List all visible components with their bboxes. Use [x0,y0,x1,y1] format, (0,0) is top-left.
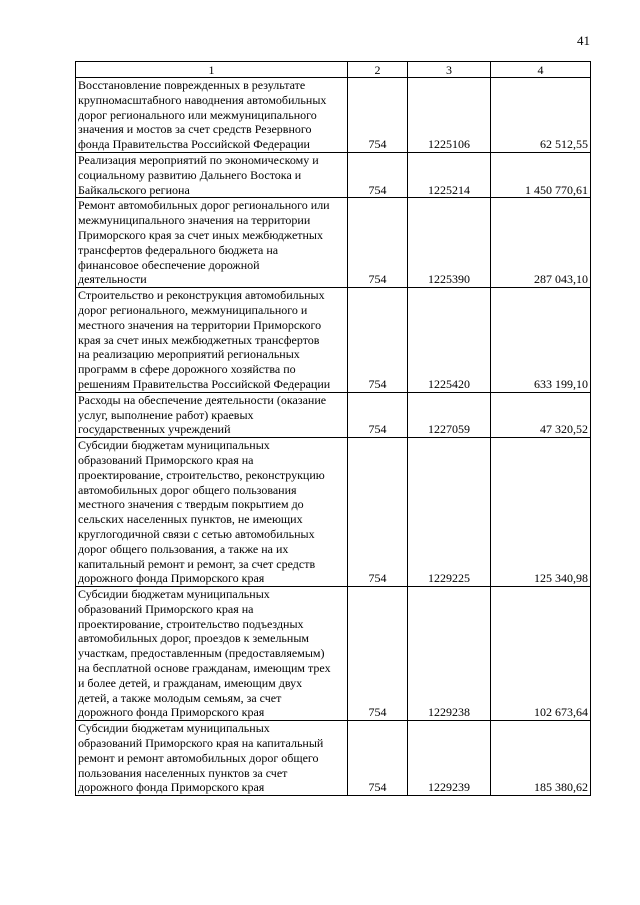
row-amount: 185 380,62 [491,721,591,796]
description-line: образований Приморского края на [78,601,254,616]
description-line: детей, а также молодым семьям, за счет [78,690,282,705]
row-amount: 47 320,52 [491,392,591,437]
description-line: крупномасштабного наводнения автомобильных [78,92,327,107]
table-row [76,587,591,721]
row-amount: 287 043,10 [491,198,591,288]
description-line: образований Приморского края на капитальный [78,736,324,751]
description-line: дорог регионального, межмуниципального и [78,302,308,317]
table-row [76,198,591,288]
description-line: дорог регионального или межмуниципального [78,107,317,122]
description-line: дорог общего пользования, а также на их [78,541,289,556]
description-line: Расходы на обеспечение деятельности (оказание [78,392,327,407]
description-line: Ремонт автомобильных дорог регионального или [78,198,330,213]
row-description [76,152,348,197]
row-column-2: 754 [348,152,408,197]
description-line: ремонт и ремонт автомобильных дорог общего [78,750,319,765]
row-column-3: 1225106 [408,78,491,153]
page-number: 41 [577,33,590,48]
description-line: Приморского края за счет иных межбюджетных [78,227,323,242]
description-line: участкам, предоставленным (предоставляемым) [78,646,325,661]
description-line: значения и мостов за счет средств Резервного [78,122,312,137]
table-row [76,152,591,197]
description-line: социальному развитию Дальнего Востока и [78,167,302,182]
row-column-3: 1229239 [408,721,491,796]
table-body [76,78,591,796]
description-line: на бесплатной основе гражданам, имеющим трех [78,661,331,676]
row-amount: 1 450 770,61 [491,152,591,197]
row-column-3: 1227059 [408,392,491,437]
column-header: 1 [76,62,348,78]
description-line: пользования населенных пунктов за счет [78,765,288,780]
description-line: деятельности [78,272,147,287]
row-amount: 633 199,10 [491,288,591,393]
row-description [76,198,348,288]
row-column-2: 754 [348,392,408,437]
table-row [76,392,591,437]
description-line: круглогодичной связи с сетью автомобильных [78,526,315,541]
description-line: местного значения с твердым покрытием до [78,497,304,512]
row-description [76,587,348,721]
column-header: 4 [491,62,591,78]
row-column-2: 754 [348,587,408,721]
description-line: решениям Правительства Российской Федерации [78,376,331,391]
description-line: трансфертов федерального бюджета на [78,242,279,257]
row-amount: 125 340,98 [491,438,591,587]
description-line: фонда Правительства Российской Федерации [78,137,310,152]
row-amount: 62 512,55 [491,78,591,153]
description-line: Реализация мероприятий по экономическому и [78,152,319,167]
description-line: Восстановление поврежденных в результате [78,78,306,92]
row-column-2: 754 [348,78,408,153]
table-row [76,721,591,796]
row-description [76,392,348,437]
description-line: дорожного фонда Приморского края [78,571,265,586]
row-description [76,438,348,587]
description-line: дорожного фонда Приморского края [78,780,265,795]
description-line: программ в сфере дорожного хозяйства по [78,362,296,377]
description-line: сельских населенных пунктов, не имеющих [78,512,303,527]
column-header: 3 [408,62,491,78]
row-amount: 102 673,64 [491,587,591,721]
description-line: дорожного фонда Приморского края [78,705,265,720]
row-column-2: 754 [348,721,408,796]
description-line: проектирование, строительство, реконструкцию [78,467,325,482]
description-line: межмуниципального значения на территории [78,213,311,228]
row-column-3: 1229238 [408,587,491,721]
row-column-3: 1229225 [408,438,491,587]
budget-table [75,61,591,796]
table-row [76,78,591,153]
row-column-3: 1225214 [408,152,491,197]
table-row [76,288,591,393]
description-line: капитальный ремонт и ремонт, за счет средств [78,556,316,571]
description-line: государственных учреждений [78,422,231,437]
row-column-2: 754 [348,438,408,587]
description-line: проектирование, строительство подъездных [78,616,304,631]
row-description [76,78,348,153]
description-line: Байкальского региона [78,182,190,197]
header-row [76,62,591,78]
row-column-3: 1225390 [408,198,491,288]
table-row [76,438,591,587]
description-line: Субсидии бюджетам муниципальных [78,721,270,736]
row-column-2: 754 [348,198,408,288]
description-line: Субсидии бюджетам муниципальных [78,587,270,602]
description-line: на реализацию мероприятий региональных [78,347,300,362]
description-line: Строительство и реконструкция автомобильных [78,288,325,303]
description-line: края за счет иных межбюджетных трансфертов [78,332,320,347]
row-description [76,721,348,796]
description-line: и более детей, и гражданам, имеющим двух [78,675,303,690]
description-line: местного значения на территории Приморского [78,317,322,332]
description-line: услуг, выполнение работ) краевых [78,407,254,422]
description-line: образований Приморского края на [78,452,254,467]
description-line: автомобильных дорог общего пользования [78,482,297,497]
row-column-3: 1225420 [408,288,491,393]
row-description [76,288,348,393]
description-line: Субсидии бюджетам муниципальных [78,438,270,453]
description-line: автомобильных дорог, проездов к земельным [78,631,309,646]
row-column-2: 754 [348,288,408,393]
column-header: 2 [348,62,408,78]
description-line: финансовое обеспечение дорожной [78,257,260,272]
